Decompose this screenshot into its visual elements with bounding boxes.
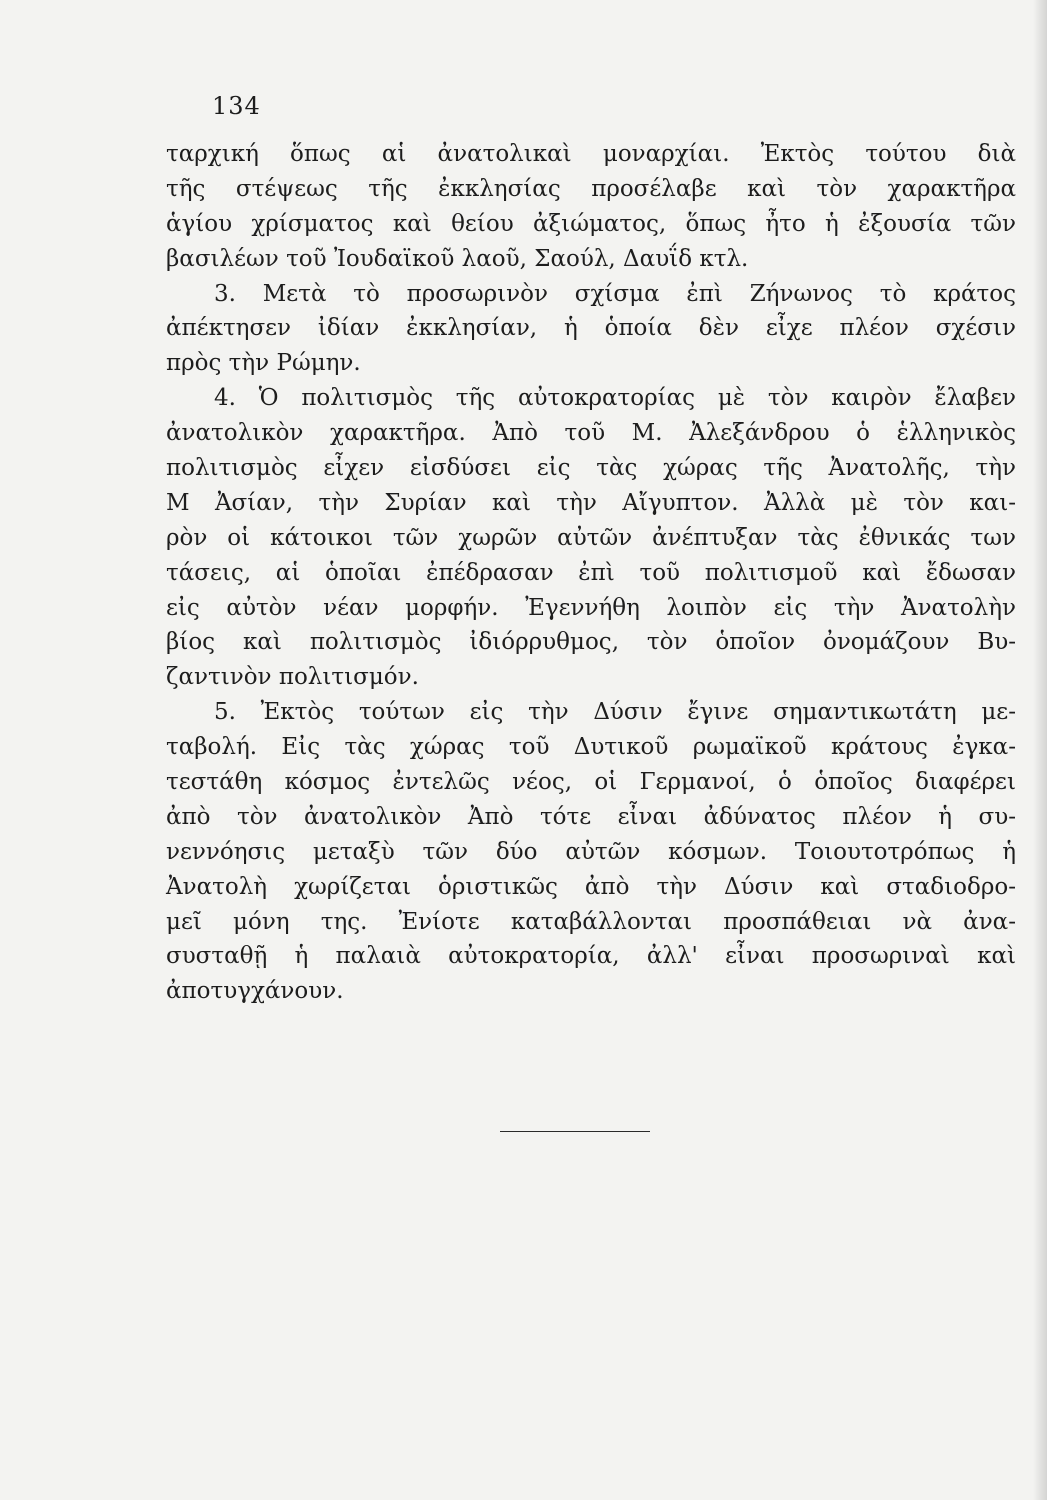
text-line: μεῖ μόνη της. Ἐνίοτε καταβάλλονται προσπάθειαι νὰ ἀνα- [166,908,1016,935]
text-line: ἀνατολικὸν χαρακτῆρα. Ἀπὸ τοῦ Μ. Ἀλεξάνδρου ὁ ἑλληνικὸς [166,420,1016,447]
text-line: ρὸν οἱ κάτοικοι τῶν χωρῶν αὐτῶν ἀνέπτυξαν τὰς ἐθνικάς των [166,524,1016,551]
text-line: τάσεις, αἱ ὁποῖαι ἐπέδρασαν ἐπὶ τοῦ πολιτισμοῦ καὶ ἔδωσαν [166,559,1016,586]
text-line: Μ Ἀσίαν, τὴν Συρίαν καὶ τὴν Αἴγυπτον. Ἀλλὰ μὲ τὸν και- [166,489,1016,516]
section-separator-rule [500,1131,650,1132]
paragraph-4-start: 4. Ὁ πολιτισμὸς τῆς αὐτοκρατορίας μὲ τὸν καιρὸν ἔλαβεν [214,385,1016,412]
text-line: εἰς αὐτὸν νέαν μορφήν. Ἐγεννήθη λοιπὸν εἰς τὴν Ἀνατολὴν [166,594,1016,621]
text-line: ἀπὸ τὸν ἀνατολικὸν Ἀπὸ τότε εἶναι ἀδύνατος πλέον ἡ συ- [166,803,1016,830]
page-edge-shadow [1033,0,1047,1500]
text-line: νεννόησις μεταξὺ τῶν δύο αὐτῶν κόσμων. Τοιουτοτρόπως ἡ [166,838,1016,865]
body-text [166,137,1016,1009]
text-line: ἀπέκτησεν ἰδίαν ἐκκλησίαν, ἡ ὁποία δὲν εἶχε πλέον σχέσιν [166,315,1016,342]
text-line: βασιλέων τοῦ Ἰουδαϊκοῦ λαοῦ, Σαούλ, Δαυΐδ κτλ. [166,245,749,272]
text-line: ζαντινὸν πολιτισμόν. [166,664,419,691]
paragraph-5-start: 5. Ἐκτὸς τούτων εἰς τὴν Δύσιν ἔγινε σημαντικωτάτη με- [214,699,1016,726]
text-line: τεστάθη κόσμος ἐντελῶς νέος, οἱ Γερμανοί, ὁ ὁποῖος διαφέρει [166,769,1016,796]
page-number: 134 [212,92,261,120]
text-line: ἁγίου χρίσματος καὶ θείου ἀξιώματος, ὅπως ἦτο ἡ ἐξουσία τῶν [166,210,1016,237]
text-line: ταβολή. Εἰς τὰς χώρας τοῦ Δυτικοῦ ρωμαϊκοῦ κράτους ἐγκα- [166,734,1016,761]
text-line: βίος καὶ πολιτισμὸς ἰδιόρρυθμος, τὸν ὁποῖον ὀνομάζουν Βυ- [166,629,1016,656]
text-line: πρὸς τὴν Ρώμην. [166,350,361,377]
text-line: Ἀνατολὴ χωρίζεται ὁριστικῶς ἀπὸ τὴν Δύσιν καὶ σταδιοδρο- [166,873,1016,900]
text-line: συσταθῇ ἡ παλαιὰ αὐτοκρατορία, ἀλλ' εἶναι προσωριναὶ καὶ [166,943,1016,970]
paragraph-3-start: 3. Μετὰ τὸ προσωρινὸν σχίσμα ἐπὶ Ζήνωνος τὸ κράτος [214,280,1016,307]
text-line: ἀποτυγχάνουν. [166,978,344,1005]
text-line: ταρχική ὅπως αἱ ἀνατολικαὶ μοναρχίαι. Ἐκτὸς τούτου διὰ [166,141,1016,167]
text-line: τῆς στέψεως τῆς ἐκκλησίας προσέλαβε καὶ τὸν χαρακτῆρα [166,175,1016,202]
text-line: πολιτισμὸς εἶχεν εἰσδύσει εἰς τὰς χώρας τῆς Ἀνατολῆς, τὴν [166,455,1016,482]
